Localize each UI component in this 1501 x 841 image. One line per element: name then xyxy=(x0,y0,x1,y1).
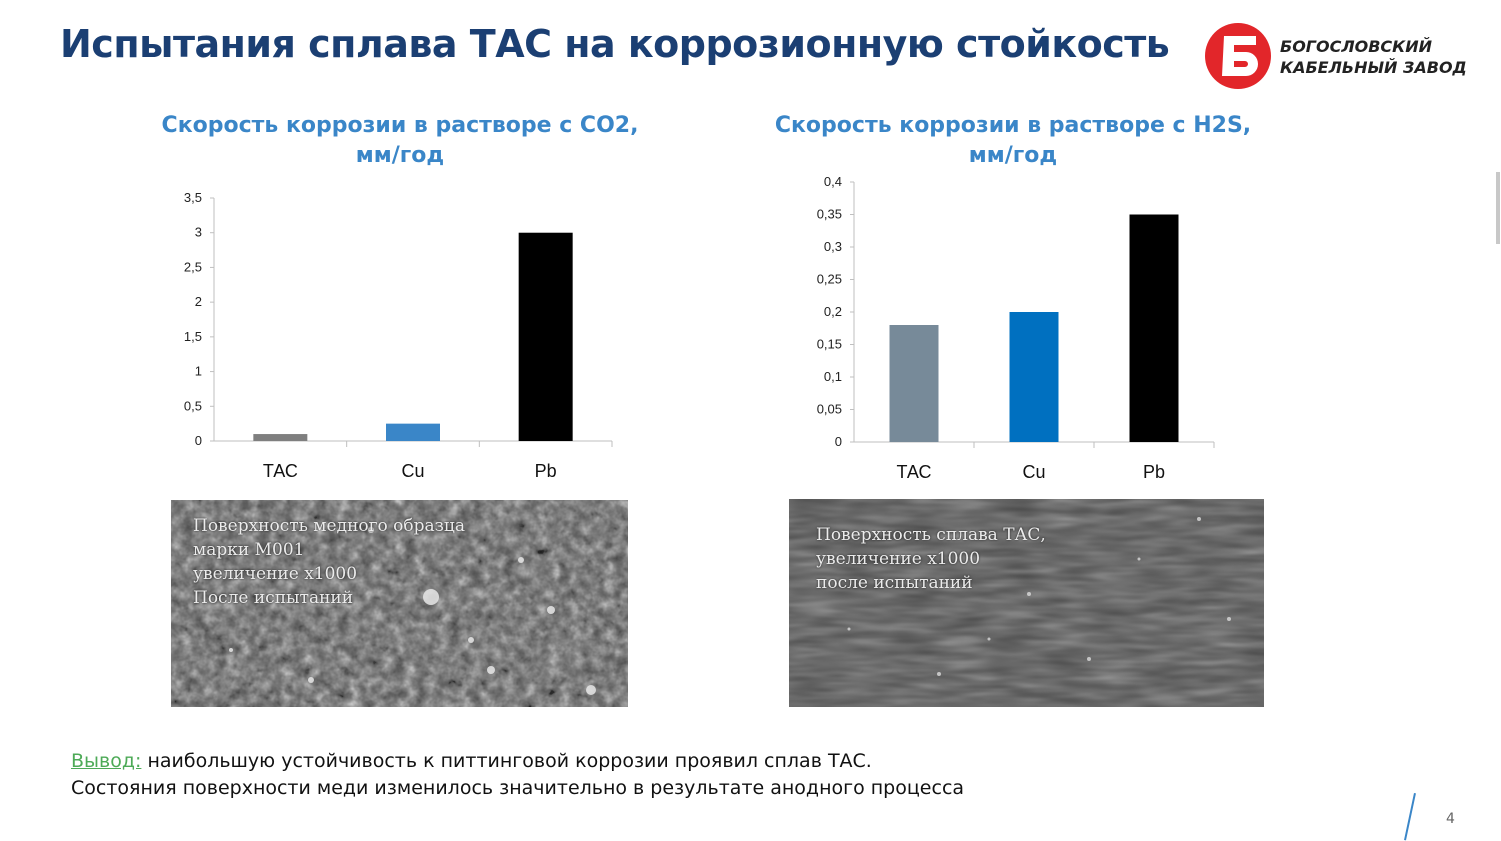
chart-h2s-title-line2: мм/год xyxy=(968,143,1058,168)
y-tick-label: 0,35 xyxy=(816,206,842,222)
bar-pb xyxy=(519,233,573,441)
chart-h2s-title-line1: Скорость коррозии в растворе с H2S, xyxy=(774,113,1252,138)
y-tick-label: 0,4 xyxy=(823,174,842,189)
y-tick-label: 0,25 xyxy=(816,271,842,287)
tas-surface-photo xyxy=(789,499,1264,707)
y-tick-label: 2 xyxy=(194,294,202,310)
chart-co2-title-line1: Скорость коррозии в растворе с СО2, xyxy=(161,113,639,138)
page-divider-line xyxy=(1404,793,1416,840)
x-category-label: ТАС xyxy=(896,462,932,482)
y-tick-label: 0,2 xyxy=(823,304,842,319)
y-tick-label: 0,05 xyxy=(816,401,842,417)
x-category-label: Cu xyxy=(1022,462,1046,482)
x-category-label: Cu xyxy=(401,461,425,481)
bar-pb xyxy=(1130,215,1179,443)
x-category-label: Pb xyxy=(1142,462,1166,482)
y-tick-label: 2,5 xyxy=(183,259,202,275)
slide-title: Испытания сплава ТАС на коррозионную стойкость xyxy=(60,22,1170,66)
conclusion xyxy=(71,748,964,802)
bar-тас xyxy=(890,325,939,442)
y-tick-label: 0,3 xyxy=(823,239,842,254)
bar-тас xyxy=(253,434,307,441)
page-number: 4 xyxy=(1446,811,1455,827)
chart-co2-title-line2: мм/год xyxy=(355,143,445,168)
conclusion-line-2: Состояния поверхности меди изменилось значительно в результате анодного процесса xyxy=(71,777,965,799)
logo-text xyxy=(1280,36,1467,78)
chart-h2s xyxy=(780,168,1230,490)
logo-line-1: БОГОСЛОВСКИЙ xyxy=(1280,37,1433,56)
y-tick-label: 1 xyxy=(194,363,202,379)
bar-cu xyxy=(386,424,440,441)
scrollbar[interactable] xyxy=(1496,172,1500,244)
y-tick-label: 0,15 xyxy=(816,336,842,352)
copper-surface-photo xyxy=(171,500,628,707)
y-tick-label: 0 xyxy=(834,434,842,449)
logo-line-2: КАБЕЛЬНЫЙ ЗАВОД xyxy=(1280,58,1467,77)
company-logo xyxy=(1202,20,1482,92)
y-tick-label: 0,5 xyxy=(183,398,202,414)
conclusion-text-1: наибольшую устойчивость к питтинговой коррозии проявил сплав ТАС. xyxy=(141,750,872,772)
conclusion-line-1 xyxy=(71,748,964,775)
chart-h2s-title xyxy=(770,111,1256,171)
logo-emblem-icon xyxy=(1202,20,1278,92)
bar-cu xyxy=(1010,312,1059,442)
x-category-label: ТАС xyxy=(262,461,298,481)
y-tick-label: 3,5 xyxy=(183,190,202,205)
conclusion-label: Вывод: xyxy=(71,750,142,772)
chart-co2-title xyxy=(160,111,640,171)
y-tick-label: 1,5 xyxy=(183,328,202,344)
y-tick-label: 0,1 xyxy=(823,369,842,384)
y-tick-label: 0 xyxy=(194,433,202,448)
x-category-label: Pb xyxy=(534,461,557,481)
copper-photo-caption: Поверхность медного образца марки М001 увеличение х1000 После испытаний xyxy=(193,516,465,608)
tas-photo-caption: Поверхность сплава ТАС, увеличение х1000 после испытаний xyxy=(816,525,1046,593)
chart-co2 xyxy=(160,180,630,490)
y-tick-label: 3 xyxy=(194,224,202,240)
